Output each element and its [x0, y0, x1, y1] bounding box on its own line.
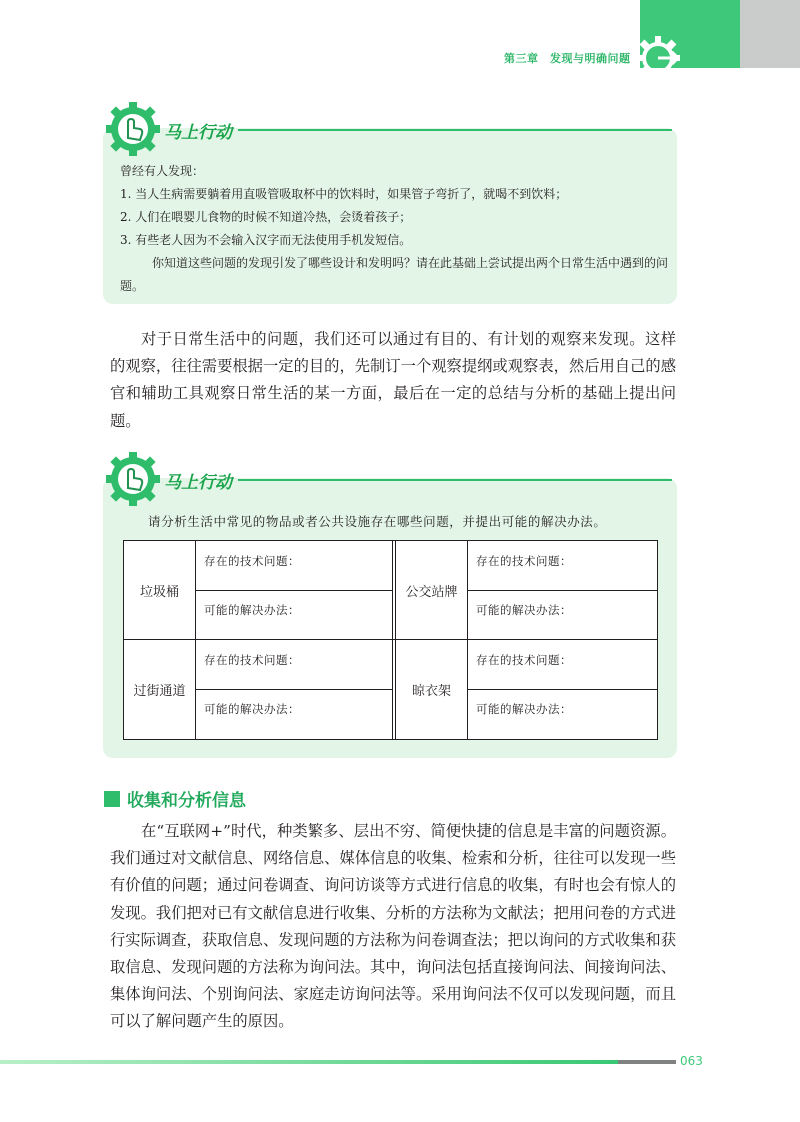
hand-gear-icon: [104, 450, 162, 508]
action1-intro: 曾经有人发现：: [120, 164, 205, 178]
body-paragraph-1: 对于日常生活中的问题，我们还可以通过有目的、有计划的观察来发现。这样的观察，往往需要根据一定的目的，先制订一个观察提纲或观察表，然后用自己的感官和辅助工具观察日常生活的某一方面，最后在一定的总结与分析的基础上提出问题。: [110, 330, 676, 430]
problem-cell: 存在的技术问题：: [476, 554, 572, 568]
section-square-icon: [104, 791, 120, 807]
table-divider: [195, 541, 196, 739]
gear-icon: [632, 32, 684, 84]
table-divider: [467, 689, 657, 690]
table-divider: [467, 541, 468, 739]
action-title-rule-2: [238, 479, 672, 481]
action-title-rule-1: [238, 129, 672, 131]
body-paragraph-2: 在“互联网+”时代，种类繁多、层出不穷、简便快捷的信息是丰富的问题资源。我们通过对文献信息、网络信息、媒体信息的收集、检索和分析，往往可以发现一些有价值的问题；通过问卷调查、询问访谈等方式进行信息的收集，有时也会有惊人的发现。我们把对已有文献信息进行收集、分析的方法称为文献法；把用问卷的方式进行实际调查，获取信息、发现问题的方法称为问卷调查法；把以询问的方式收集和获取信息、发现问题的方法称为询问法。其中，询问法包括直接询问法、间接询问法、集体询问法、个别询问法、家庭走访询问法等。采用询问法不仅可以发现问题，而且可以了解问题产生的原因。: [110, 822, 676, 1031]
section-title: 收集和分析信息: [127, 791, 246, 811]
table-divider: [467, 590, 657, 591]
problem-cell: 存在的技术问题：: [476, 653, 572, 667]
action-title-2: 马上行动: [164, 473, 232, 493]
section-heading: [104, 786, 246, 811]
action2-prompt: 请分析生活中常见的物品或者公共设施存在哪些问题，并提出可能的解决办法。: [148, 514, 607, 529]
table-divider: [195, 689, 392, 690]
list-item: 1. 当人生病需要躺着用直吸管吸取杯中的饮料时，如果管子弯折了，就喝不到饮料；: [120, 187, 568, 201]
solution-cell: 可能的解决办法：: [476, 702, 572, 716]
problem-cell: 存在的技术问题：: [204, 653, 300, 667]
list-item: 3. 有些老人因为不会输入汉字而无法使用手机发短信。: [120, 233, 412, 247]
item-drying-rack: 晾衣架: [411, 683, 451, 699]
problem-cell: 存在的技术问题：: [204, 554, 300, 568]
analysis-table: [123, 540, 658, 740]
solution-cell: 可能的解决办法：: [204, 603, 300, 617]
hand-gear-icon: [104, 100, 162, 158]
item-pedestrian-crossing: 过街通道: [133, 683, 186, 699]
item-trash-can: 垃圾桶: [139, 584, 179, 600]
footer-rule: [0, 1060, 618, 1064]
action1-question: 你知道这些问题的发现引发了哪些设计和发明吗？请在此基础上尝试提出两个日常生活中遇到的问题。: [120, 256, 669, 293]
list-item: 2. 人们在喂婴儿食物的时候不知道冷热，会烫着孩子；: [120, 210, 412, 224]
chapter-title: 第三章 发现与明确问题: [504, 52, 631, 65]
table-divider: [195, 590, 392, 591]
solution-cell: 可能的解决办法：: [204, 702, 300, 716]
page-number: 063: [680, 1054, 703, 1068]
item-bus-stop-sign: 公交站牌: [405, 584, 458, 600]
action-title-1: 马上行动: [164, 123, 232, 143]
solution-cell: 可能的解决办法：: [476, 603, 572, 617]
action1-list: [120, 183, 567, 252]
footer-rule-gray: [618, 1060, 676, 1064]
table-divider: [124, 639, 657, 640]
